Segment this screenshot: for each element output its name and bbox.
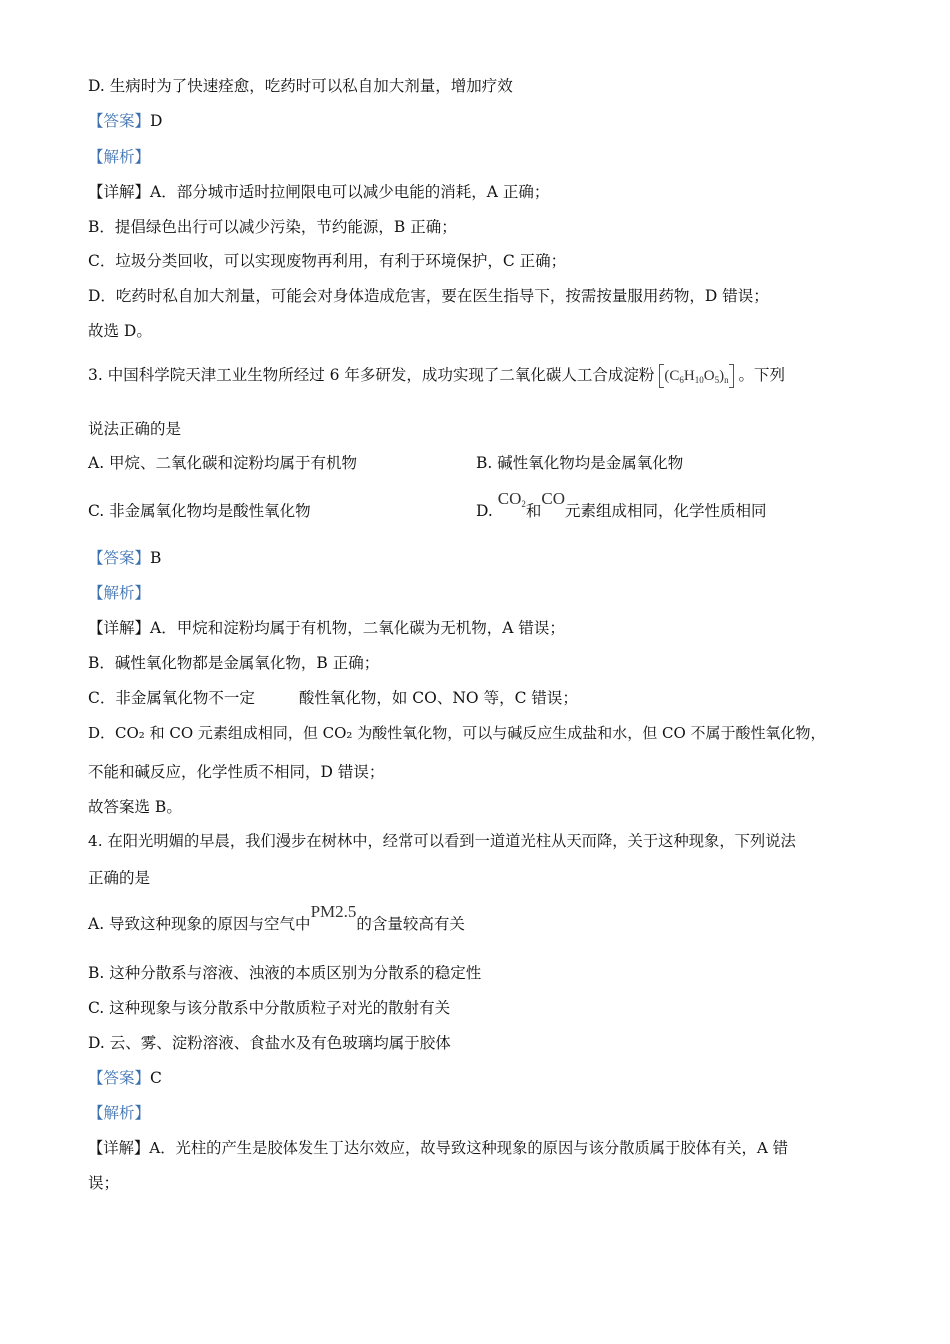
q3-detail-d-line1: D．CO₂ 和 CO 元素组成相同，但 CO₂ 为酸性氧化物，可以与碱反应生成盐和水，但 CO 不属于酸性氧化物，: [88, 724, 826, 742]
detail-tag: 【详解】: [88, 1139, 150, 1157]
answer-tag: 【答案】: [88, 549, 151, 567]
q3-stem-a: 3. 中国科学院天津工业生物所经过 6 年多研发，成功实现了二氧化碳人工合成淀粉: [88, 366, 655, 384]
q3-option-b: B. 碱性氧化物均是金属氧化物: [476, 454, 684, 472]
detail-text: A．甲烷和淀粉均属于有机物，二氧化碳为无机物，A 错误；: [150, 619, 565, 637]
q3-detail-d-line2: 不能和碱反应，化学性质不相同，D 错误；: [88, 763, 385, 781]
q2-answer: [88, 110, 162, 132]
answer-tag: 【答案】: [88, 1069, 151, 1087]
answer-value: B: [150, 549, 162, 567]
detail-tag: 【详解】: [88, 183, 151, 201]
detail-tag: 【详解】: [88, 619, 151, 637]
q2-detail-b: B．提倡绿色出行可以减少污染，节约能源，B 正确；: [88, 218, 457, 236]
q3-stem-line2: 说法正确的是: [88, 420, 182, 438]
q3-detail-c: C．非金属氧化物不一定 酸性氧化物，如 CO、NO 等，C 错误；: [88, 689, 578, 707]
answer-value: C: [150, 1069, 162, 1087]
answer-value: D: [150, 112, 163, 130]
detail-text: A．部分城市适时拉闸限电可以减少电能的消耗，A 正确；: [150, 183, 550, 201]
q3-detail-a: [88, 617, 565, 639]
q3-detail-b: B．碱性氧化物都是金属氧化物，B 正确；: [88, 654, 380, 672]
detail-text: A．光柱的产生是胶体发生丁达尔效应，故导致这种现象的原因与该分散质属于胶体有关，A 错: [149, 1139, 789, 1157]
co-formula: CO: [541, 489, 566, 508]
q3-answer: [88, 547, 161, 569]
q4-detail-a-line1: [88, 1137, 788, 1159]
co2-formula: $CO_2$: [497, 489, 526, 509]
starch-formula: $(C_6H_{10}O_5)_n$: [659, 364, 733, 388]
q2-detail-c: C．垃圾分类回收，可以实现废物再利用，有利于环境保护，C 正确；: [88, 252, 567, 270]
q3-option-d: D. $CO_2$和CO元素组成相同，化学性质相同: [476, 489, 767, 520]
q4-answer: [88, 1067, 162, 1089]
q3-stem-line1: [88, 364, 785, 388]
q2-conclusion: 故选 D。: [88, 322, 152, 340]
q3-stem-b: 。下列: [738, 366, 786, 384]
q4-option-c: C. 这种现象与该分散系中分散质粒子对光的散射有关: [88, 999, 451, 1017]
q4-stem-line2: 正确的是: [88, 869, 151, 887]
q4-option-b: B. 这种分散系与溶液、浊液的本质区别为分散系的稳定性: [88, 964, 482, 982]
pm25-label: PM2.5: [310, 902, 357, 921]
q2-option-d: D. 生病时为了快速痊愈，吃药时可以私自加大剂量，增加疗效: [88, 77, 513, 95]
q3-conclusion: 故答案选 B。: [88, 798, 182, 816]
q3-option-a: A. 甲烷、二氧化碳和淀粉均属于有机物: [88, 454, 358, 472]
q4-option-a: A. 导致这种现象的原因与空气中PM2.5的含量较高有关: [88, 902, 465, 933]
q2-detail-a: [88, 181, 549, 203]
q4-detail-a-line2: 误；: [88, 1174, 120, 1192]
q2-detail-d: D．吃药时私自加大剂量，可能会对身体造成危害，要在医生指导下，按需按量服用药物，D 错误；: [88, 287, 769, 305]
q4-stem-line1: 4. 在阳光明媚的早晨，我们漫步在树林中，经常可以看到一道道光柱从天而降，关于这种现象，下列说法: [88, 832, 796, 850]
q3-analysis-tag: 【解析】: [88, 584, 151, 602]
q4-option-d: D. 云、雾、淀粉溶液、食盐水及有色玻璃均属于胶体: [88, 1034, 451, 1052]
q3-option-c: C. 非金属氧化物均是酸性氧化物: [88, 502, 311, 520]
q4-analysis-tag: 【解析】: [88, 1104, 151, 1122]
q2-analysis-tag: 【解析】: [88, 148, 151, 166]
answer-tag: 【答案】: [88, 112, 151, 130]
